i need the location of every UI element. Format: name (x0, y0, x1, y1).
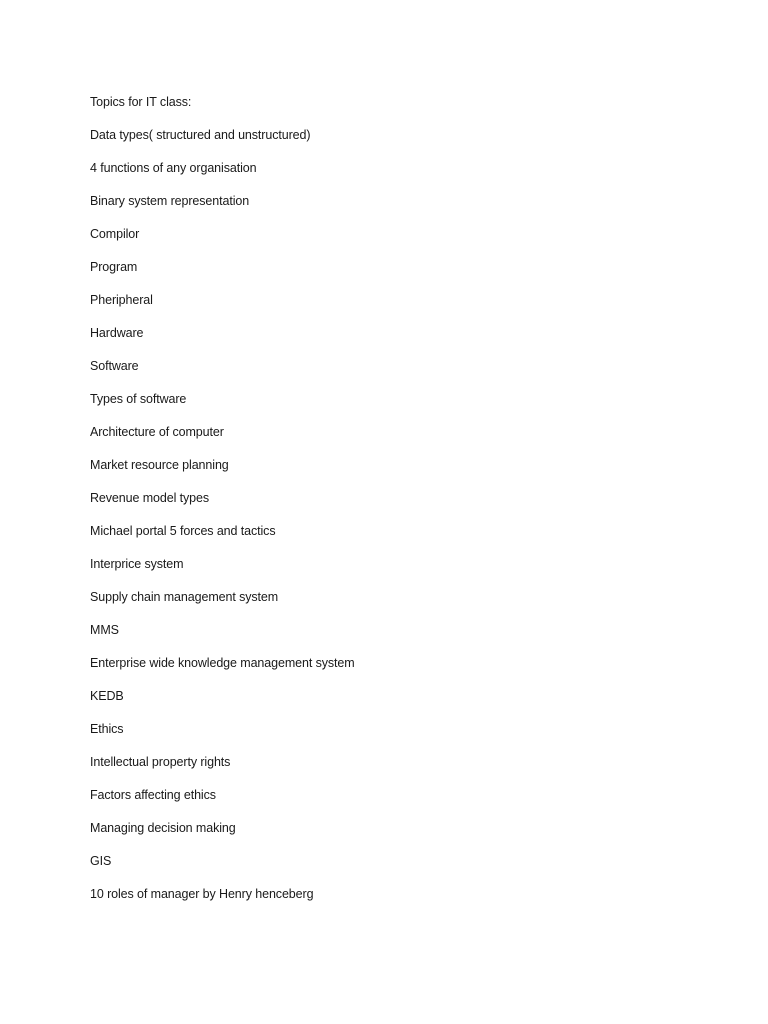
topic-item: Interprice system (90, 557, 184, 571)
topic-item: Michael portal 5 forces and tactics (90, 524, 276, 538)
topic-item: 4 functions of any organisation (90, 161, 257, 175)
topic-item: Factors affecting ethics (90, 788, 216, 802)
topic-item: Pheripheral (90, 293, 153, 307)
topic-item: Program (90, 260, 138, 274)
topic-item: Intellectual property rights (90, 755, 231, 769)
topic-item: Binary system representation (90, 194, 250, 208)
topic-item: GIS (90, 854, 112, 868)
topic-item: Managing decision making (90, 821, 236, 835)
topic-item: MMS (90, 623, 119, 637)
document-heading: Topics for IT class: (90, 95, 192, 109)
topic-item: Compilor (90, 227, 140, 241)
topic-item: Supply chain management system (90, 590, 279, 604)
topic-item: Data types( structured and unstructured) (90, 128, 311, 142)
topic-item: Hardware (90, 326, 144, 340)
topic-item: Ethics (90, 722, 124, 736)
topic-item: Market resource planning (90, 458, 229, 472)
topic-item: Architecture of computer (90, 425, 224, 439)
topic-item: KEDB (90, 689, 124, 703)
topic-item: Software (90, 359, 139, 373)
topic-item: 10 roles of manager by Henry henceberg (90, 887, 314, 901)
topic-item: Types of software (90, 392, 187, 406)
topic-item: Enterprise wide knowledge management system (90, 656, 355, 670)
topic-item: Revenue model types (90, 491, 210, 505)
document-body (90, 92, 730, 917)
